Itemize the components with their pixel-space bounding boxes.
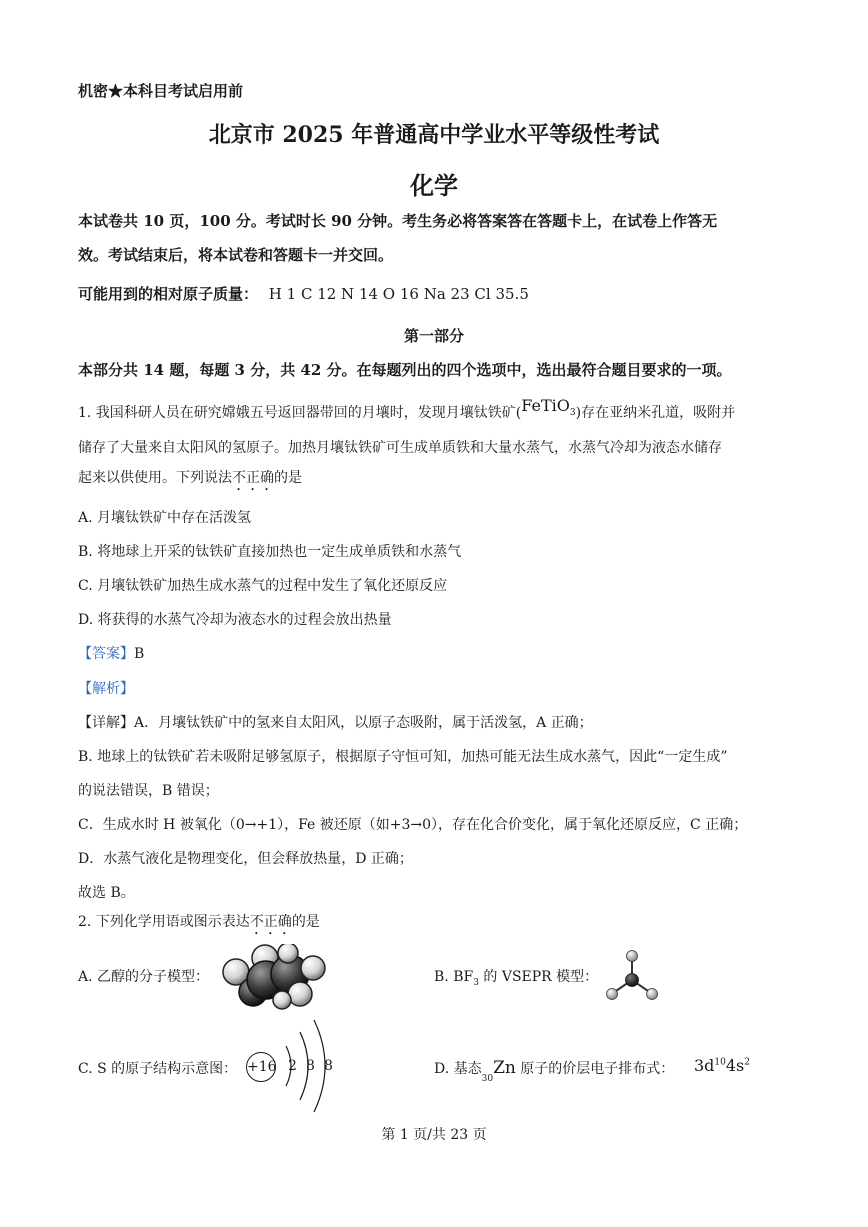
- answer-value: B: [134, 646, 145, 662]
- intro-line-1: 本试卷共 10 页，100 分。考试时长 90 分钟。考生务必将答案答在答题卡上，在试卷上作答无: [78, 212, 718, 230]
- q1-formula: FeTiO$_3$: [521, 396, 576, 419]
- q1-stem-line-2: 储存了大量来自太阳风的氢原子。加热月壤钛铁矿可生成单质铁和大量水蒸气，水蒸气冷却为液态水储存: [78, 440, 722, 456]
- q1-option-d: D. 将获得的水蒸气冷却为液态水的过程会放出热量: [78, 612, 392, 628]
- zn-valence-config: $3d^{10}4s^2$: [694, 1056, 750, 1075]
- q1-answer: [78, 643, 144, 663]
- detail-line-2: B. 地球上的钛铁矿若未吸附足够氢原子，根据原子守恒可知，加热可能无法生成水蒸气，因此“一定生成”: [78, 749, 728, 765]
- q2-option-c-label: C. S 的原子结构示意图：: [78, 1061, 238, 1077]
- q1-option-a: A. 月壤钛铁矿中存在活泼氢: [78, 510, 252, 526]
- subject-title: 化学: [410, 171, 458, 200]
- analysis-tag: 【解析】: [78, 681, 134, 697]
- atomic-mass-values: H 1 C 12 N 14 O 16 Na 23 Cl 35.5: [268, 285, 529, 303]
- detail-line-6: 故选 B。: [78, 885, 135, 901]
- q2-emphasis: 不正确: [249, 914, 292, 930]
- detail-tag: 【详解】: [78, 715, 134, 731]
- q1-option-b: B. 将地球上开采的钛铁矿直接加热也一定生成单质铁和水蒸气: [78, 544, 462, 560]
- detail-line-3: 的说法错误，B 错误；: [78, 783, 219, 799]
- part1-instruction: 本部分共 14 题，每题 3 分，共 42 分。在每题列出的四个选项中，选出最符合题目要求的一项。: [78, 361, 732, 379]
- atomic-mass-label: 可能用到的相对原子质量：: [78, 285, 259, 303]
- q2-stem: 2. 下列化学用语或图示表达不正确的是: [78, 914, 320, 930]
- detail-line-1: 【详解】A．月壤钛铁矿中的氢来自太阳风，以原子态吸附，属于活泼氢，A 正确；: [78, 715, 593, 731]
- ethanol-model-image: [218, 944, 330, 1010]
- part1-title: 第一部分: [403, 327, 464, 345]
- q2-option-a-label: A. 乙醇的分子模型：: [78, 969, 210, 985]
- q1-emphasis: 不正确: [232, 470, 274, 486]
- q1-stem-line-3: 起来以供使用。下列说法不正确的是: [78, 470, 302, 486]
- page-footer: 第 1 页/共 23 页: [381, 1127, 487, 1143]
- bf3-vsepr-model-image: [604, 948, 660, 1004]
- confidential-label: 机密★本科目考试启用前: [78, 82, 244, 100]
- q2-option-b-label: B. $BF_3$ 的 VSEPR 模型：: [434, 969, 599, 988]
- q1-option-c: C. 月壤钛铁矿加热生成水蒸气的过程中发生了氧化还原反应: [78, 578, 448, 594]
- shell-2-count: 8: [306, 1058, 315, 1074]
- answer-tag: 【答案】: [78, 646, 134, 662]
- atomic-mass-line: [78, 283, 529, 304]
- q2-option-d-label: D. 基态$_{30}$Zn 原子的价层电子排布式：: [434, 1058, 675, 1084]
- shell-3-count: 8: [324, 1058, 333, 1074]
- detail-line-5: D．水蒸气液化是物理变化，但会释放热量，D 正确；: [78, 851, 413, 867]
- q1-stem-line-1: 1. 我国科研人员在研究嫦娥五号返回器带回的月壤时，发现月壤钛铁矿(FeTiO$_3$)存在亚纳米孔道，吸附并: [78, 396, 736, 421]
- detail-line-4: C．生成水时 H 被氧化（0→+1），Fe 被还原（如+3→0），存在化合价变化，属于氧化还原反应，C 正确；: [78, 817, 748, 833]
- sulfur-nucleus: +16: [246, 1052, 276, 1082]
- exam-title: 北京市 2025 年普通高中学业水平等级性考试: [208, 122, 660, 148]
- shell-1-count: 2: [288, 1058, 297, 1074]
- intro-line-2: 效。考试结束后，将本试卷和答题卡一并交回。: [78, 246, 394, 264]
